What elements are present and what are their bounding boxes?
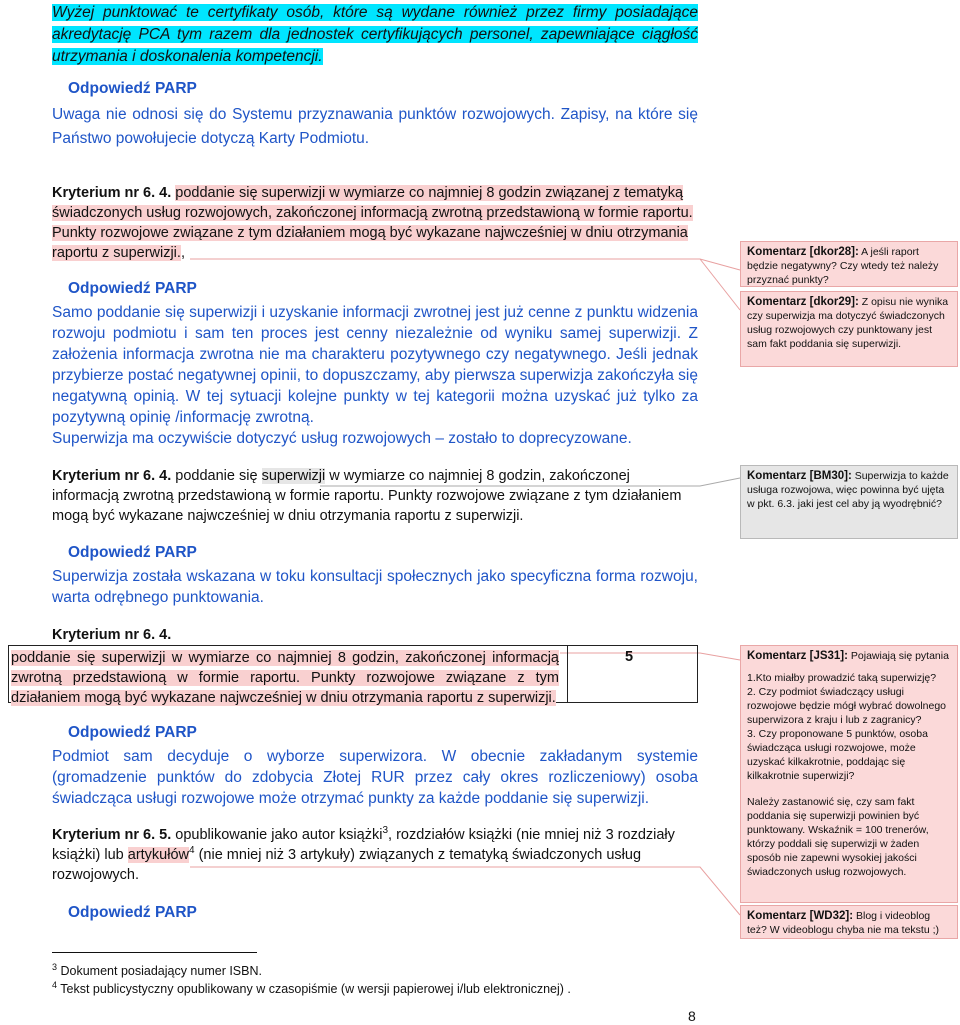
criterion-highlighted-text: poddanie się superwizji w wymiarze co najmniej 8 godzin związanej z tematyką świadczonych usług rozwojowych, zakończonej informacją zwrotną przedstawioną w formie raportu. Punkty rozwojowe związane z tym działaniem mogą być wykazane najwcześniej w dniu otrzymania raportu z superwizji. bbox=[52, 185, 693, 261]
response-heading: Odpowiedź PARP bbox=[68, 280, 197, 297]
response-heading: Odpowiedź PARP bbox=[68, 80, 197, 97]
comment-title: Komentarz [dkor28]: bbox=[747, 246, 859, 258]
criterion-label: Kryterium nr 6. 4. bbox=[52, 468, 172, 484]
comment-box[interactable] bbox=[740, 905, 958, 939]
criterion-highlighted-text: artykułów bbox=[127, 847, 189, 863]
comment-text: Superwizja to każde usługa rozwojowa, więc powinna być ujęta w pkt. 6.3. jaki jest cel aby ją wyodrębnić? bbox=[747, 470, 949, 510]
criterion-label: Kryterium nr 6. 5. bbox=[52, 827, 172, 843]
criterion-paragraph: Kryterium nr 6. 5. opublikowanie jako autor książki$^3$, rozdziałów książki (nie mniej niż 3 rozdziały książki) lub artykułów$^4$ (nie mniej niż 3 artykuły) związanych z tematyką świadczonych usług rozwojowych. bbox=[52, 825, 675, 883]
comment-title: Komentarz [BM30]: bbox=[747, 470, 852, 482]
page-number: 8 bbox=[688, 1008, 696, 1024]
response-text: Samo poddanie się superwizji i uzyskanie informacji zwrotnej jest już cenne z punktu widzenia rozwoju podmiotu i sam ten proces jest cenny niezależnie od wyniku samej superwizji. Z założenia informacja zwrotna nie ma charakteru pozytywnego czy negatywnego. Jeśli jednak przybierze postać negatywnej opinii, to dopuszczamy, aby pierwsza superwizja zakończyła się negatywną opinią. W tej sytuacji kolejne punkty w tej kategorii można uzyskać już tylko za pozytywną opinię /informację zwrotną. Superwizja ma oczywiście dotyczyć usług rozwojowych – zostało to doprecyzowane. bbox=[52, 304, 698, 447]
comment-text: Blog i videoblog też? W videoblogu chyba nie ma tekstu ;) bbox=[747, 910, 940, 936]
footnote-ref[interactable]: 3 bbox=[382, 825, 389, 837]
intro-paragraph: Wyżej punktować te certyfikaty osób, które są wydane również przez firmy posiadające akredytację PCA tym razem dla jednostek certyfikujących personel, zapewniające ciągłość utrzymania i doskonalenia kompetencji. bbox=[52, 4, 698, 65]
footnote-ref[interactable]: 4 bbox=[189, 845, 195, 857]
response-heading: Odpowiedź PARP bbox=[68, 904, 197, 921]
comment-text: Pojawiają się pytania bbox=[850, 650, 949, 662]
criterion-table bbox=[8, 645, 698, 706]
comment-note: Należy zastanowić się, czy sam fakt poddania się superwizji powinien być punktowany. Wskaźnik = 100 trenerów, którzy poddali się superwizji w żaden sposób nie zapewni wysokiej jakości świadczonych usług rozwojowych. bbox=[747, 796, 929, 878]
comment-text: Z opisu nie wynika czy superwizja ma dotyczyć świadczonych usług rozwojowych czy punktowany jest sam fakt poddania się superwizji. bbox=[747, 296, 949, 350]
table-cell-points: 5 bbox=[625, 649, 634, 665]
criterion-highlighted-text: superwizji bbox=[261, 468, 326, 484]
criterion-label: Kryterium nr 6. 4. bbox=[52, 627, 172, 643]
response-text: Superwizja została wskazana w toku konsultacji społecznych jako specyficzna forma rozwoju, warta odrębnego punktowania. bbox=[52, 568, 698, 606]
response-text: Podmiot sam decyduje o wyborze superwizora. W obecnie zakładanym systemie (gromadzenie punktów do zdobycia Złotej RUR przez cały okres rozliczeniowy) osoba świadcząca usługi rozwojowe może otrzymać punkty za każde poddanie się superwizji. bbox=[52, 748, 698, 807]
footnote: $^3$ Dokument posiadający numer ISBN. bbox=[52, 962, 262, 979]
comment-list-item: 2. Czy podmiot świadczący usługi rozwojowe będzie mógł wybrać dowolnego superwizora z kraju i lub z zagranicy? bbox=[747, 686, 947, 726]
footnote: $^4$ Tekst publicystyczny opublikowany w czasopiśmie (w wersji papierowej i/lub elektronicznej) . bbox=[52, 980, 571, 997]
comment-title: Komentarz [JS31]: bbox=[747, 650, 848, 662]
comment-title: Komentarz [WD32]: bbox=[747, 910, 854, 922]
comment-list-item: 3. Czy proponowane 5 punktów, osoba świadcząca usługi rozwojowe, może uzyskać kilkakrotnie, poddając się kilkakrotnie superwizji? bbox=[747, 728, 928, 782]
comment-box[interactable] bbox=[740, 645, 958, 903]
criterion-paragraph: Kryterium nr 6. 4. poddanie się superwizji w wymiarze co najmniej 8 godzin, zakończonej informacją zwrotną przedstawioną w formie raportu. Punkty rozwojowe związane z tym działaniem mogą być wykazane najwcześniej w dniu otrzymania raportu z superwizji. bbox=[52, 468, 682, 524]
response-text: Uwaga nie odnosi się do Systemu przyznawania punktów rozwojowych. Zapisy, na które się Państwo powołujecie dotyczą Karty Podmiotu. bbox=[52, 106, 698, 147]
criterion-paragraph: Kryterium nr 6. 4. poddanie się superwizji w wymiarze co najmniej 8 godzin związanej z tematyką świadczonych usług rozwojowych, zakończonej informacją zwrotną przedstawioną w formie raportu. Punkty rozwojowe związane z tym działaniem mogą być wykazane najwcześniej w dniu otrzymania raportu z superwizji., bbox=[52, 185, 693, 261]
comment-box[interactable] bbox=[740, 241, 958, 287]
comment-box[interactable] bbox=[740, 291, 958, 367]
table-divider bbox=[567, 646, 568, 702]
table-cell-description: poddanie się superwizji w wymiarze co najmniej 8 godzin, zakończonej informacją zwrotną przedstawioną w formie raportu. Punkty rozwojowe związane z tym działaniem mogą być wykazane najwcześniej w dniu otrzymania raportu z superwizji. bbox=[11, 650, 559, 706]
comment-text: A jeśli raport będzie negatywny? Czy wtedy też należy przyznać punkty? bbox=[747, 246, 939, 286]
response-heading: Odpowiedź PARP bbox=[68, 544, 197, 561]
response-heading: Odpowiedź PARP bbox=[68, 724, 197, 741]
comment-title: Komentarz [dkor29]: bbox=[747, 296, 859, 308]
comment-box[interactable] bbox=[740, 465, 958, 539]
footnote-separator bbox=[52, 952, 257, 953]
criterion-label: Kryterium nr 6. 4. bbox=[52, 185, 172, 201]
comment-list-item: 1.Kto miałby prowadzić taką superwizję? bbox=[747, 672, 937, 684]
